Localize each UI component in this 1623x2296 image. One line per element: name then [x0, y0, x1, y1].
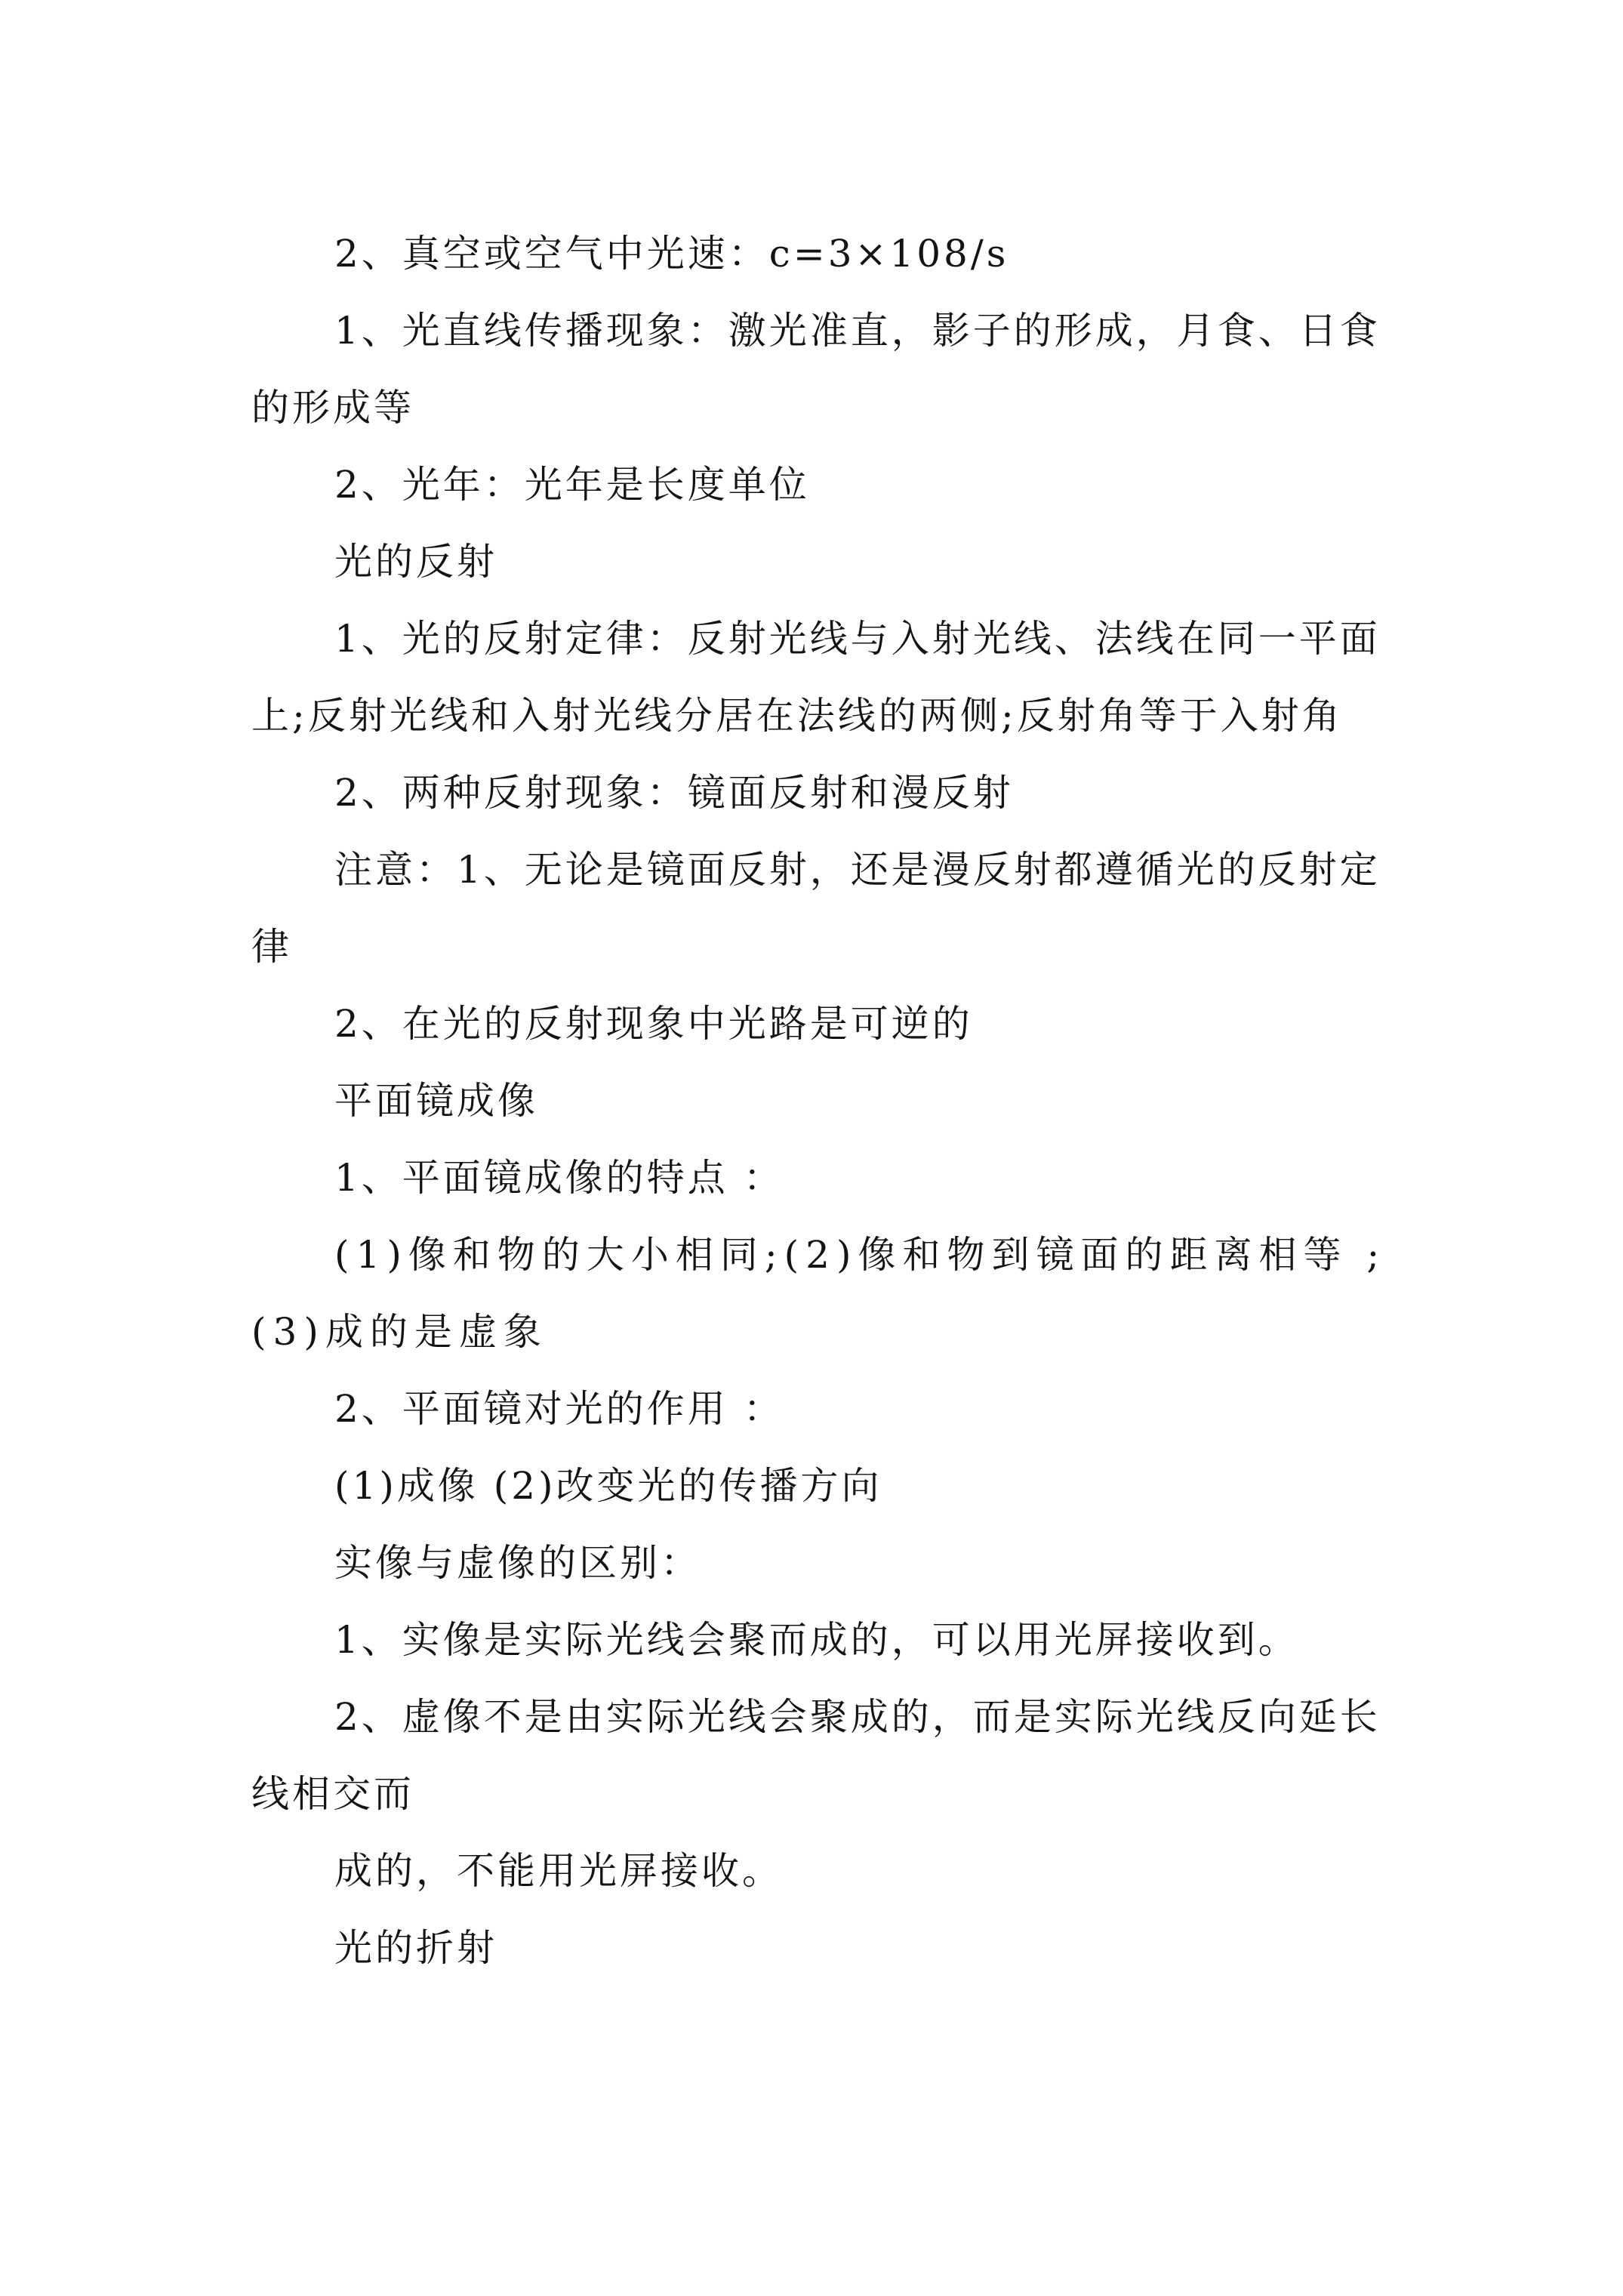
paragraph-mirror-features: 1、平面镜成像的特点 ： [334, 1156, 784, 1200]
paragraph-reflection-types: 2、两种反射现象：镜面反射和漫反射 [334, 771, 1014, 815]
paragraph-reversible-path: 2、在光的反射现象中光路是可逆的 [334, 1002, 973, 1046]
paragraph-reflection-note: 注意：1、无论是镜面反射，还是漫反射都遵循光的反射定律 [251, 848, 1381, 969]
paragraph-virtual-image-continued: 成的，不能用光屏接收。 [334, 1849, 783, 1893]
heading-reflection: 光的反射 [334, 540, 497, 584]
paragraph-real-image: 1、实像是实际光线会聚而成的，可以用光屏接收到。 [334, 1618, 1299, 1662]
paragraph-reflection-law: 1、光的反射定律：反射光线与入射光线、法线在同一平面上;反射光线和入射光线分居在法线的两侧;反射角等于入射角 [251, 617, 1381, 738]
paragraph-mirror-function-detail: (1)成像 (2)改变光的传播方向 [334, 1464, 882, 1508]
paragraph-virtual-image: 2、虚像不是由实际光线会聚成的，而是实际光线反向延长线相交而 [251, 1695, 1381, 1816]
paragraph-rectilinear-propagation: 1、光直线传播现象：激光准直，影子的形成，月食、日食的形成等 [251, 309, 1381, 430]
paragraph-mirror-features-detail: (1)像和物的大小相同;(2)像和物到镜面的距离相等 ;(3)成的是虚象 [251, 1233, 1387, 1354]
document-body [251, 215, 1391, 1986]
paragraph-light-year: 2、光年：光年是长度单位 [334, 463, 810, 507]
heading-real-virtual: 实像与虚像的区别： [334, 1541, 701, 1585]
paragraph-mirror-function: 2、平面镜对光的作用 ： [334, 1387, 784, 1431]
heading-refraction: 光的折射 [334, 1926, 497, 1970]
paragraph-light-speed: 2、真空或空气中光速：c=3×108/s [334, 232, 1009, 276]
heading-plane-mirror: 平面镜成像 [334, 1079, 538, 1123]
